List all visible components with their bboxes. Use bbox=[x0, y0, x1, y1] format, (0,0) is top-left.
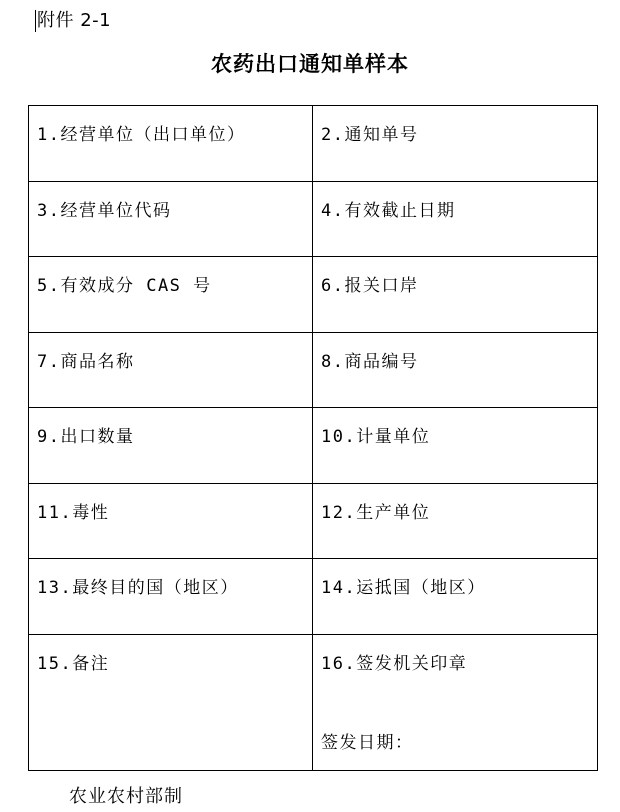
field-arrival-country: 14.运抵国（地区） bbox=[313, 559, 598, 635]
field-operating-unit: 1.经营单位（出口单位） bbox=[29, 106, 313, 182]
field-manufacturer: 12.生产单位 bbox=[313, 483, 598, 559]
field-expiry-date: 4.有效截止日期 bbox=[313, 181, 598, 257]
field-customs-port: 6.报关口岸 bbox=[313, 257, 598, 333]
field-unit-of-measure: 10.计量单位 bbox=[313, 408, 598, 484]
notice-form-table bbox=[28, 105, 598, 771]
sign-date-label: 签发日期： bbox=[321, 732, 414, 753]
field-operating-unit-code: 3.经营单位代码 bbox=[29, 181, 313, 257]
field-product-code: 8.商品编号 bbox=[313, 332, 598, 408]
table-row bbox=[29, 408, 598, 484]
issuing-seal-label: 16.签发机关印章 bbox=[321, 653, 468, 674]
field-product-name: 7.商品名称 bbox=[29, 332, 313, 408]
field-final-destination: 13.最终目的国（地区） bbox=[29, 559, 313, 635]
table-row bbox=[29, 483, 598, 559]
table-row bbox=[29, 106, 598, 182]
document-title: 农药出口通知单样本 bbox=[211, 51, 409, 76]
field-cas-number: 5.有效成分 CAS 号 bbox=[29, 257, 313, 333]
table-row bbox=[29, 634, 598, 770]
field-notice-number: 2.通知单号 bbox=[313, 106, 598, 182]
table-row bbox=[29, 559, 598, 635]
table-row bbox=[29, 332, 598, 408]
table-row bbox=[29, 257, 598, 333]
footer-issuer: 农业农村部制 bbox=[69, 786, 183, 807]
attachment-label: 附件 2-1 bbox=[37, 10, 112, 31]
table-row bbox=[29, 181, 598, 257]
field-issuing-seal bbox=[313, 634, 598, 770]
text-cursor bbox=[35, 10, 36, 32]
field-remarks: 15.备注 bbox=[29, 634, 313, 770]
field-export-quantity: 9.出口数量 bbox=[29, 408, 313, 484]
field-toxicity: 11.毒性 bbox=[29, 483, 313, 559]
